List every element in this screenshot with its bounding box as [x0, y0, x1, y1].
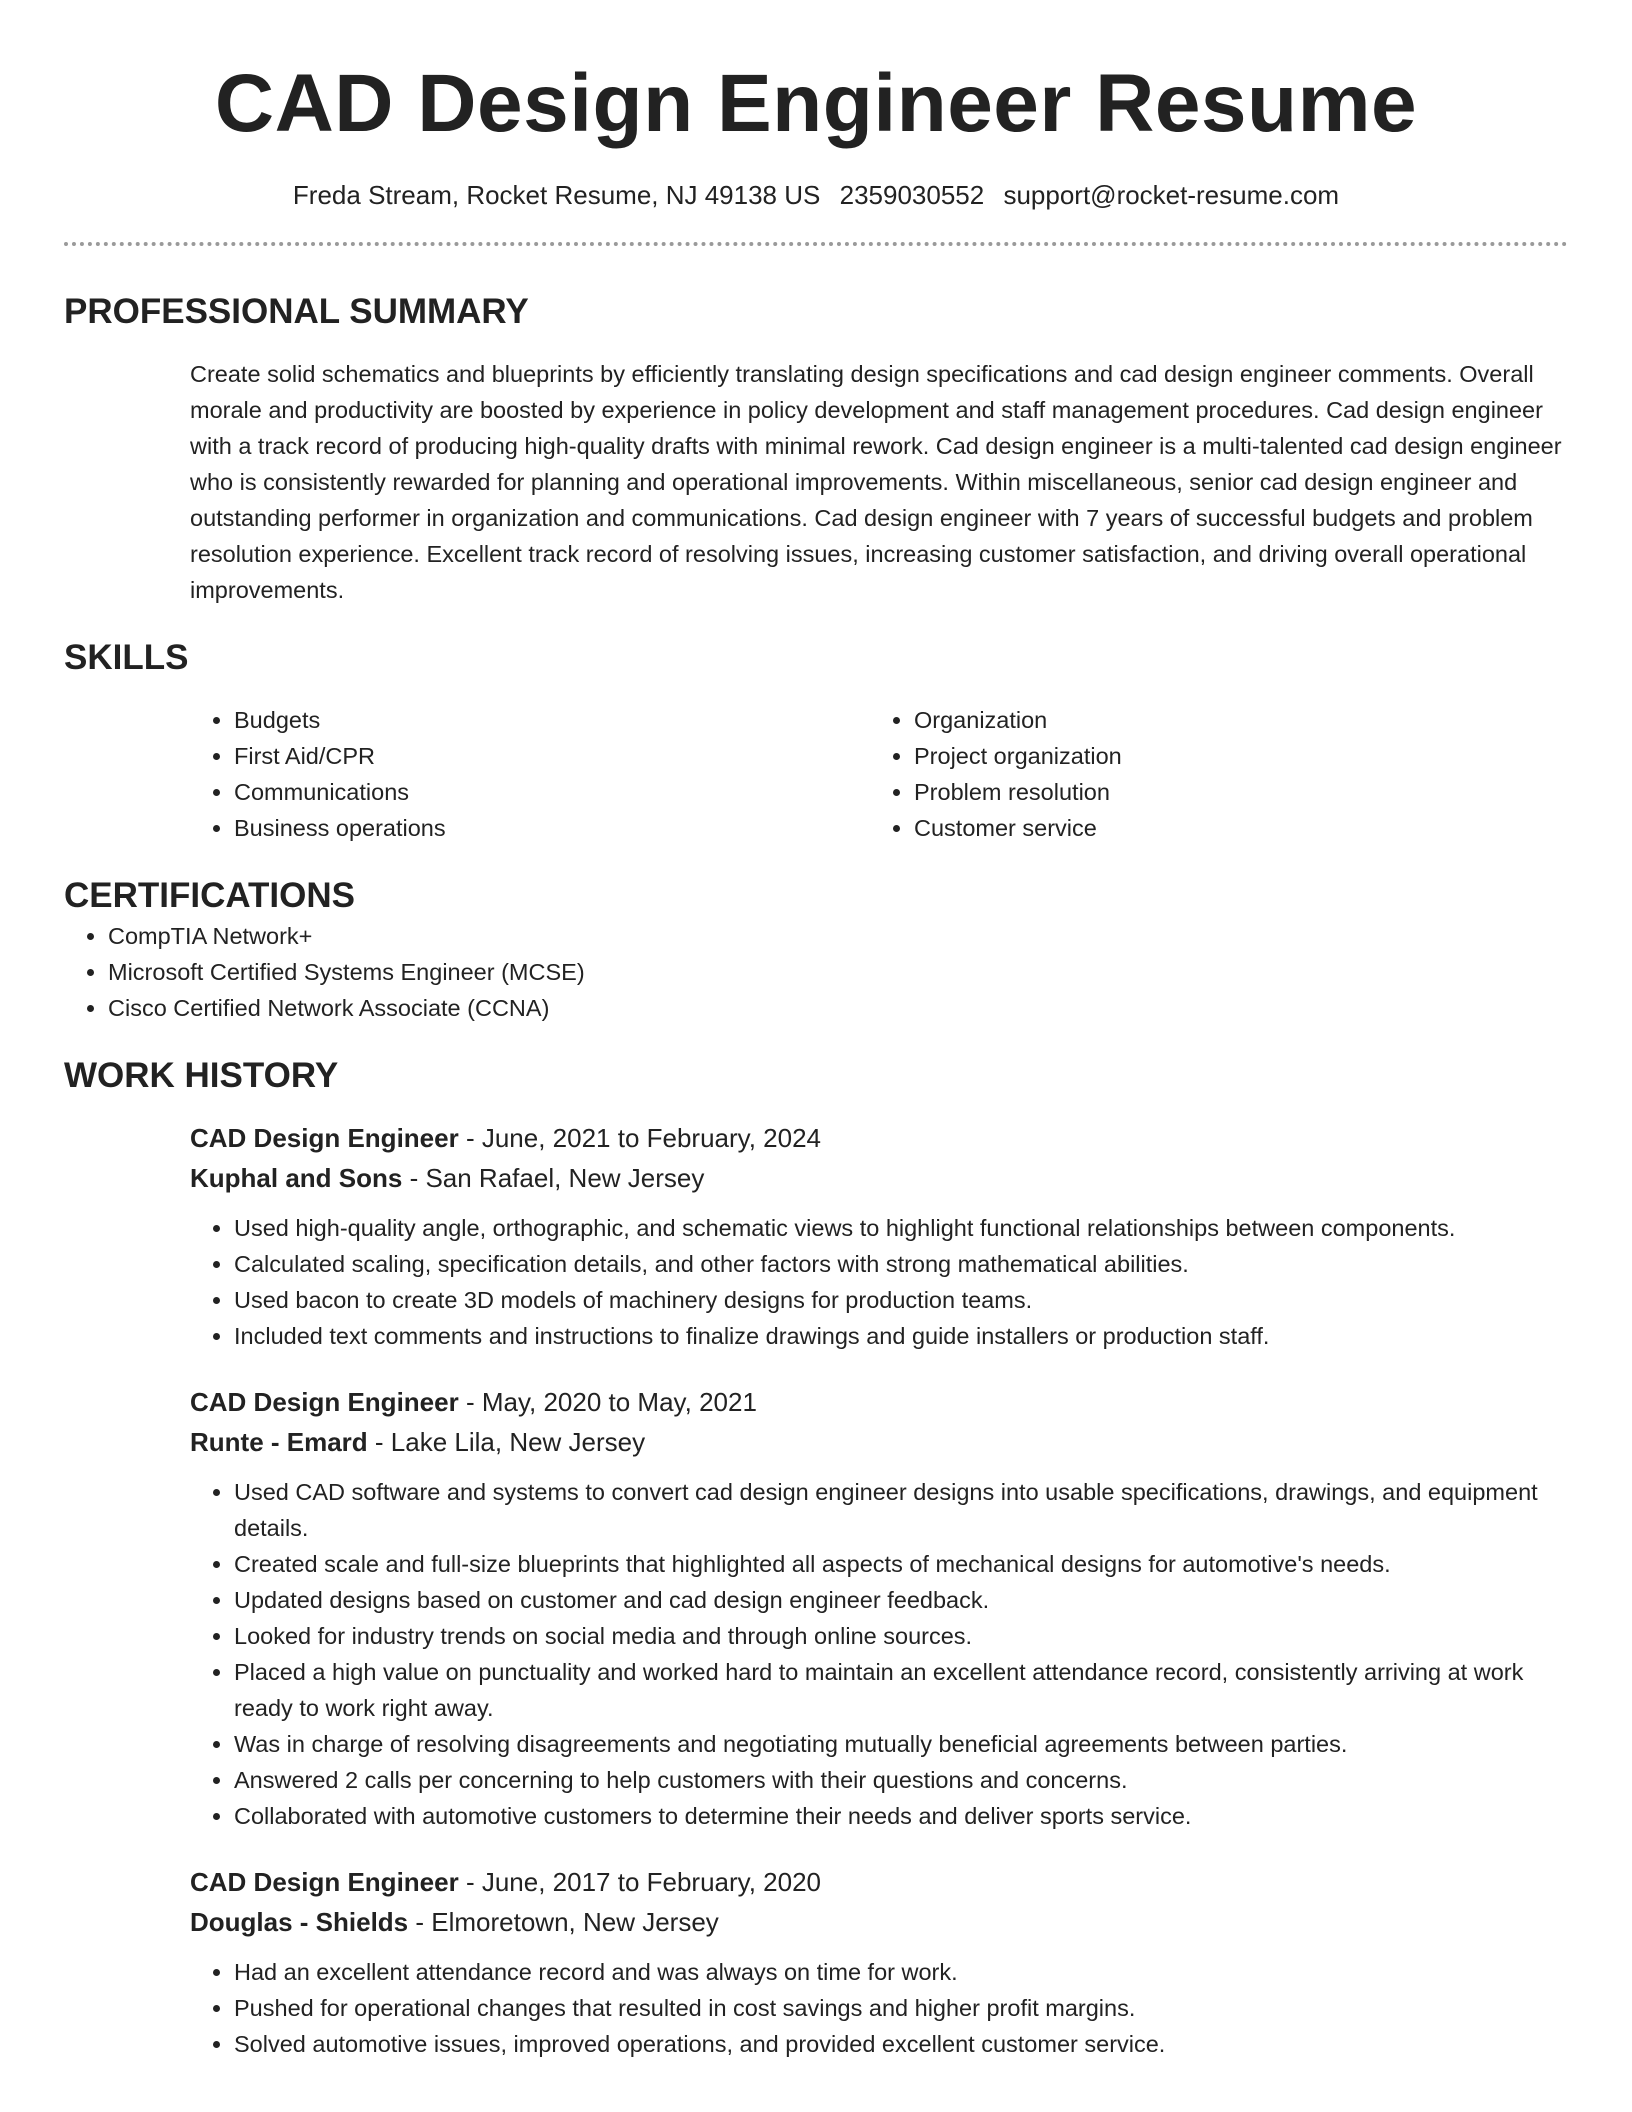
page-title: CAD Design Engineer Resume: [214, 58, 1418, 149]
skills-column-right: [870, 702, 1550, 846]
contact-phone: 2359030552: [839, 180, 985, 210]
job-bullet: • Used CAD software and systems to convert cad design engineer designs into usable specifications, drawings, and equipment details.: [234, 1474, 1568, 1546]
job-bullet: • Used high-quality angle, orthographic, and schematic views to highlight functional relationships between components.: [234, 1210, 1568, 1246]
job-bullet: • Calculated scaling, specification details, and other factors with strong mathematical abilities.: [234, 1246, 1568, 1282]
certification-item: • Microsoft Certified Systems Engineer (MCSE): [108, 954, 1568, 990]
job-bullet: • Updated designs based on customer and cad design engineer feedback.: [234, 1582, 1568, 1618]
job-location: - Lake Lila, New Jersey: [367, 1427, 646, 1457]
job-company-line: [190, 1422, 1568, 1462]
job-bullet: • Used bacon to create 3D models of machinery designs for production teams.: [234, 1282, 1568, 1318]
skills-column-left: [190, 702, 870, 846]
contact-email: support@rocket-resume.com: [1003, 180, 1340, 210]
job-dates: - June, 2017 to February, 2020: [458, 1867, 822, 1897]
job-bullet: • Collaborated with automotive customers to determine their needs and deliver sports service.: [234, 1798, 1568, 1834]
job-location: - Elmoretown, New Jersey: [408, 1907, 719, 1937]
skill-item: • Project organization: [914, 738, 1550, 774]
work-history-section: [64, 1054, 1568, 2062]
job-entry: [190, 1382, 1568, 1834]
job-bullets: [190, 1474, 1568, 1834]
skill-item: • Business operations: [234, 810, 870, 846]
job-bullet: • Placed a high value on punctuality and worked hard to maintain an excellent attendance record, consistently arriving at work ready to work right away.: [234, 1654, 1568, 1726]
certification-item: • Cisco Certified Network Associate (CCNA): [108, 990, 1568, 1026]
certifications-heading: CERTIFICATIONS: [64, 876, 356, 915]
certification-item: • CompTIA Network+: [108, 918, 1568, 954]
contact-info: [64, 178, 1568, 212]
summary-section: [64, 290, 1568, 608]
skill-item: • Problem resolution: [914, 774, 1550, 810]
job-dates: - June, 2021 to February, 2024: [458, 1123, 822, 1153]
certifications-list: [64, 918, 1568, 1026]
job-bullet: • Created scale and full-size blueprints that highlighted all aspects of mechanical designs for automotive's needs.: [234, 1546, 1568, 1582]
job-bullet: • Solved automotive issues, improved operations, and provided excellent customer service.: [234, 2026, 1568, 2062]
skill-item: • First Aid/CPR: [234, 738, 870, 774]
job-title: CAD Design Engineer: [190, 1123, 459, 1153]
skills-section: [64, 636, 1568, 846]
job-entry: [190, 1862, 1568, 2062]
skill-item: • Organization: [914, 702, 1550, 738]
certifications-section: [64, 874, 1568, 1026]
summary-text: Create solid schematics and blueprints by efficiently translating design specifications and cad design engineer comments. Overall morale and productivity are boosted by experience in policy development and staff management procedures. Cad design engineer with a track record of producing high-quality drafts with minimal rework. Cad design engineer is a multi-talented cad design engineer who is consistently rewarded for planning and operational improvements. Within miscellaneous, senior cad design engineer and outstanding performer in organization and communications. Cad design engineer with 7 years of successful budgets and problem resolution experience. Excellent track record of resolving issues, increasing customer satisfaction, and driving overall operational improvements.: [190, 361, 1562, 603]
job-bullets: [190, 1954, 1568, 2062]
job-bullet: • Had an excellent attendance record and was always on time for work.: [234, 1954, 1568, 1990]
skill-item: • Customer service: [914, 810, 1550, 846]
header-divider: [64, 242, 1568, 246]
job-title: CAD Design Engineer: [190, 1387, 459, 1417]
job-company: Kuphal and Sons: [190, 1163, 403, 1193]
job-bullet: • Included text comments and instructions to finalize drawings and guide installers or production staff.: [234, 1318, 1568, 1354]
job-title-line: [190, 1118, 1568, 1158]
job-title-line: [190, 1862, 1568, 1902]
contact-address: Freda Stream, Rocket Resume, NJ 49138 US: [292, 180, 821, 210]
skills-grid: [190, 702, 1568, 846]
job-company: Runte - Emard: [190, 1427, 368, 1457]
job-dates: - May, 2020 to May, 2021: [458, 1387, 757, 1417]
summary-heading: PROFESSIONAL SUMMARY: [64, 292, 529, 331]
job-bullet: • Pushed for operational changes that resulted in cost savings and higher profit margins.: [234, 1990, 1568, 2026]
skill-item: • Budgets: [234, 702, 870, 738]
skill-item: • Communications: [234, 774, 870, 810]
work-history-heading: WORK HISTORY: [64, 1056, 339, 1095]
job-company: Douglas - Shields: [190, 1907, 409, 1937]
job-bullet: • Was in charge of resolving disagreements and negotiating mutually beneficial agreements between parties.: [234, 1726, 1568, 1762]
job-entry: [190, 1118, 1568, 1354]
job-title: CAD Design Engineer: [190, 1867, 459, 1897]
job-title-line: [190, 1382, 1568, 1422]
job-company-line: [190, 1902, 1568, 1942]
job-bullets: [190, 1210, 1568, 1354]
job-location: - San Rafael, New Jersey: [402, 1163, 705, 1193]
skills-heading: SKILLS: [64, 638, 189, 677]
job-company-line: [190, 1158, 1568, 1198]
job-bullet: • Looked for industry trends on social media and through online sources.: [234, 1618, 1568, 1654]
job-bullet: • Answered 2 calls per concerning to help customers with their questions and concerns.: [234, 1762, 1568, 1798]
